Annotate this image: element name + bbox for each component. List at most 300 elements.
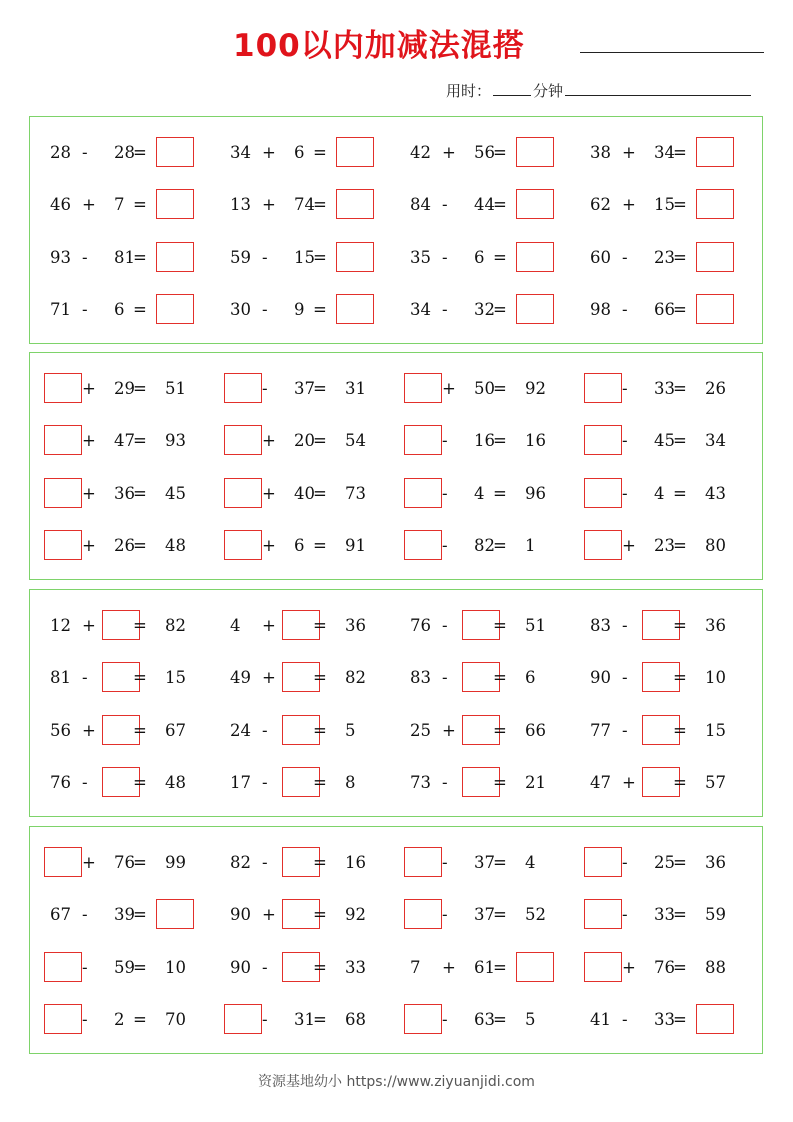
minus-sign: - (262, 248, 268, 267)
number: 33 (654, 905, 675, 924)
equals-sign: = (493, 143, 507, 162)
number: 59 (114, 958, 135, 977)
answer-box[interactable] (516, 242, 554, 272)
answer-box[interactable] (516, 294, 554, 324)
footer-text: 资源基地幼小 https://www.ziyuanjidi.com (258, 1074, 535, 1090)
number: 17 (230, 773, 251, 792)
number: 16 (474, 431, 495, 450)
number: 35 (410, 248, 431, 267)
equals-sign: = (133, 431, 147, 450)
minus-sign: - (622, 300, 628, 319)
number: 34 (654, 143, 675, 162)
number: 47 (114, 431, 135, 450)
answer-box[interactable] (336, 294, 374, 324)
equals-sign: = (493, 773, 507, 792)
answer-box[interactable] (696, 137, 734, 167)
answer-box[interactable] (584, 425, 622, 455)
equals-sign: = (313, 379, 327, 398)
minus-sign: - (262, 773, 268, 792)
number: 2 (114, 1010, 125, 1029)
minus-sign: - (442, 773, 448, 792)
number: 6 (525, 668, 536, 687)
number: 7 (114, 195, 125, 214)
number: 82 (474, 536, 495, 555)
number: 67 (50, 905, 71, 924)
minus-sign: - (262, 1010, 268, 1029)
equals-sign: = (673, 958, 687, 977)
equals-sign: = (493, 616, 507, 635)
number: 81 (50, 668, 71, 687)
minus-sign: - (82, 300, 88, 319)
answer-box[interactable] (584, 952, 622, 982)
answer-box[interactable] (696, 189, 734, 219)
plus-sign: + (82, 379, 96, 398)
number: 68 (345, 1010, 366, 1029)
minus-sign: - (82, 958, 88, 977)
equals-sign: = (673, 721, 687, 740)
number: 43 (705, 484, 726, 503)
number: 15 (705, 721, 726, 740)
time-line (565, 95, 751, 96)
number: 82 (165, 616, 186, 635)
equals-sign: = (133, 721, 147, 740)
equals-sign: = (493, 958, 507, 977)
number: 54 (345, 431, 366, 450)
number: 34 (705, 431, 726, 450)
answer-box[interactable] (584, 530, 622, 560)
number: 28 (50, 143, 71, 162)
minus-sign: - (622, 616, 628, 635)
equals-sign: = (133, 616, 147, 635)
number: 39 (114, 905, 135, 924)
number: 73 (410, 773, 431, 792)
equals-sign: = (133, 379, 147, 398)
answer-box[interactable] (516, 952, 554, 982)
time-unit: 分钟 (533, 82, 564, 100)
equals-sign: = (133, 773, 147, 792)
minus-sign: - (262, 721, 268, 740)
name-line (580, 52, 764, 53)
problem-section-3 (29, 589, 763, 817)
plus-sign: + (262, 195, 276, 214)
answer-box[interactable] (584, 478, 622, 508)
number: 93 (50, 248, 71, 267)
number: 77 (590, 721, 611, 740)
minus-sign: - (442, 248, 448, 267)
equals-sign: = (493, 379, 507, 398)
answer-box[interactable] (404, 425, 442, 455)
number: 59 (230, 248, 251, 267)
minus-sign: - (442, 484, 448, 503)
answer-box[interactable] (696, 1004, 734, 1034)
equals-sign: = (493, 484, 507, 503)
number: 91 (345, 536, 366, 555)
number: 76 (654, 958, 675, 977)
number: 4 (230, 616, 241, 635)
number: 45 (654, 431, 675, 450)
equals-sign: = (313, 195, 327, 214)
number: 48 (165, 536, 186, 555)
equals-sign: = (313, 484, 327, 503)
minus-sign: - (442, 431, 448, 450)
plus-sign: + (82, 536, 96, 555)
number: 66 (525, 721, 546, 740)
answer-box[interactable] (404, 899, 442, 929)
answer-box[interactable] (696, 242, 734, 272)
number: 36 (705, 853, 726, 872)
answer-box[interactable] (584, 899, 622, 929)
equals-sign: = (133, 1010, 147, 1029)
number: 23 (654, 536, 675, 555)
minus-sign: - (622, 484, 628, 503)
answer-box[interactable] (224, 478, 262, 508)
minus-sign: - (442, 905, 448, 924)
equals-sign: = (493, 721, 507, 740)
number: 99 (165, 853, 186, 872)
answer-box[interactable] (224, 1004, 262, 1034)
answer-box[interactable] (336, 137, 374, 167)
minus-sign: - (442, 536, 448, 555)
number: 6 (294, 143, 305, 162)
minus-sign: - (622, 668, 628, 687)
equals-sign: = (133, 484, 147, 503)
answer-box[interactable] (404, 847, 442, 877)
number: 24 (230, 721, 251, 740)
plus-sign: + (442, 721, 456, 740)
answer-box[interactable] (584, 373, 622, 403)
equals-sign: = (493, 300, 507, 319)
number: 23 (654, 248, 675, 267)
number: 13 (230, 195, 251, 214)
equals-sign: = (313, 248, 327, 267)
answer-box[interactable] (156, 137, 194, 167)
plus-sign: + (82, 195, 96, 214)
number: 62 (590, 195, 611, 214)
number: 46 (50, 195, 71, 214)
number: 73 (345, 484, 366, 503)
number: 1 (525, 536, 536, 555)
number: 28 (114, 143, 135, 162)
number: 96 (525, 484, 546, 503)
equals-sign: = (673, 536, 687, 555)
number: 44 (474, 195, 495, 214)
number: 40 (294, 484, 315, 503)
time-label: 用时： (446, 82, 492, 100)
number: 5 (345, 721, 356, 740)
number: 98 (590, 300, 611, 319)
answer-box[interactable] (224, 373, 262, 403)
problem-section-4 (29, 826, 763, 1054)
minus-sign: - (262, 300, 268, 319)
answer-box[interactable] (696, 294, 734, 324)
number: 61 (474, 958, 495, 977)
number: 15 (294, 248, 315, 267)
minus-sign: - (442, 668, 448, 687)
number: 63 (474, 1010, 495, 1029)
answer-box[interactable] (44, 1004, 82, 1034)
plus-sign: + (442, 379, 456, 398)
equals-sign: = (313, 143, 327, 162)
equals-sign: = (673, 1010, 687, 1029)
number: 57 (705, 773, 726, 792)
number: 41 (590, 1010, 611, 1029)
answer-box[interactable] (224, 530, 262, 560)
number: 36 (345, 616, 366, 635)
answer-box[interactable] (224, 425, 262, 455)
number: 10 (165, 958, 186, 977)
equals-sign: = (493, 248, 507, 267)
minus-sign: - (622, 379, 628, 398)
number: 16 (525, 431, 546, 450)
number: 4 (474, 484, 485, 503)
equals-sign: = (313, 536, 327, 555)
equals-sign: = (313, 905, 327, 924)
number: 6 (294, 536, 305, 555)
equals-sign: = (673, 616, 687, 635)
number: 59 (705, 905, 726, 924)
minus-sign: - (622, 853, 628, 872)
number: 49 (230, 668, 251, 687)
number: 25 (410, 721, 431, 740)
problem-section-1 (29, 116, 763, 344)
number: 56 (50, 721, 71, 740)
equals-sign: = (313, 300, 327, 319)
equals-sign: = (493, 1010, 507, 1029)
number: 82 (230, 853, 251, 872)
equals-sign: = (673, 773, 687, 792)
plus-sign: + (82, 721, 96, 740)
number: 71 (50, 300, 71, 319)
answer-box[interactable] (44, 373, 82, 403)
equals-sign: = (133, 905, 147, 924)
number: 38 (590, 143, 611, 162)
equals-sign: = (673, 484, 687, 503)
plus-sign: + (622, 143, 636, 162)
equals-sign: = (673, 195, 687, 214)
number: 33 (654, 379, 675, 398)
number: 80 (705, 536, 726, 555)
answer-box[interactable] (516, 137, 554, 167)
number: 84 (410, 195, 431, 214)
number: 7 (410, 958, 421, 977)
answer-box[interactable] (336, 189, 374, 219)
number: 93 (165, 431, 186, 450)
minus-sign: - (622, 248, 628, 267)
number: 50 (474, 379, 495, 398)
equals-sign: = (673, 143, 687, 162)
number: 4 (525, 853, 536, 872)
minus-sign: - (442, 616, 448, 635)
number: 51 (525, 616, 546, 635)
number: 15 (165, 668, 186, 687)
number: 31 (345, 379, 366, 398)
equals-sign: = (313, 1010, 327, 1029)
number: 37 (294, 379, 315, 398)
number: 67 (165, 721, 186, 740)
minus-sign: - (442, 853, 448, 872)
equals-sign: = (313, 853, 327, 872)
answer-box[interactable] (156, 294, 194, 324)
plus-sign: + (82, 616, 96, 635)
number: 92 (345, 905, 366, 924)
minus-sign: - (622, 721, 628, 740)
number: 21 (525, 773, 546, 792)
equals-sign: = (133, 853, 147, 872)
equals-sign: = (133, 536, 147, 555)
equals-sign: = (133, 248, 147, 267)
time-row (446, 80, 751, 101)
number: 33 (654, 1010, 675, 1029)
number: 51 (165, 379, 186, 398)
minus-sign: - (622, 1010, 628, 1029)
number: 36 (705, 616, 726, 635)
number: 74 (294, 195, 315, 214)
equals-sign: = (133, 668, 147, 687)
number: 56 (474, 143, 495, 162)
number: 52 (525, 905, 546, 924)
equals-sign: = (673, 300, 687, 319)
answer-box[interactable] (156, 242, 194, 272)
number: 10 (705, 668, 726, 687)
number: 20 (294, 431, 315, 450)
plus-sign: + (262, 484, 276, 503)
number: 30 (230, 300, 251, 319)
number: 37 (474, 905, 495, 924)
number: 76 (114, 853, 135, 872)
plus-sign: + (262, 616, 276, 635)
answer-box[interactable] (156, 899, 194, 929)
number: 90 (230, 905, 251, 924)
equals-sign: = (133, 300, 147, 319)
number: 34 (410, 300, 431, 319)
number: 92 (525, 379, 546, 398)
equals-sign: = (673, 905, 687, 924)
answer-box[interactable] (404, 530, 442, 560)
equals-sign: = (673, 668, 687, 687)
minus-sign: - (82, 668, 88, 687)
answer-box[interactable] (44, 478, 82, 508)
answer-box[interactable] (404, 373, 442, 403)
answer-box[interactable] (516, 189, 554, 219)
equals-sign: = (313, 431, 327, 450)
minus-sign: - (442, 195, 448, 214)
equals-sign: = (673, 248, 687, 267)
answer-box[interactable] (584, 847, 622, 877)
plus-sign: + (82, 431, 96, 450)
number: 90 (590, 668, 611, 687)
number: 37 (474, 853, 495, 872)
number: 6 (114, 300, 125, 319)
plus-sign: + (82, 484, 96, 503)
number: 76 (410, 616, 431, 635)
number: 8 (345, 773, 356, 792)
plus-sign: + (622, 958, 636, 977)
plus-sign: + (622, 773, 636, 792)
minus-sign: - (82, 905, 88, 924)
equals-sign: = (313, 616, 327, 635)
number: 45 (165, 484, 186, 503)
problem-section-2 (29, 352, 763, 580)
number: 88 (705, 958, 726, 977)
number: 9 (294, 300, 305, 319)
minus-sign: - (82, 773, 88, 792)
equals-sign: = (313, 721, 327, 740)
answer-box[interactable] (44, 847, 82, 877)
minus-sign: - (82, 1010, 88, 1029)
number: 12 (50, 616, 71, 635)
number: 60 (590, 248, 611, 267)
equals-sign: = (673, 853, 687, 872)
minus-sign: - (622, 431, 628, 450)
plus-sign: + (442, 143, 456, 162)
equals-sign: = (493, 668, 507, 687)
answer-box[interactable] (404, 1004, 442, 1034)
answer-box[interactable] (336, 242, 374, 272)
number: 5 (525, 1010, 536, 1029)
number: 4 (654, 484, 665, 503)
minus-sign: - (262, 853, 268, 872)
number: 66 (654, 300, 675, 319)
number: 83 (410, 668, 431, 687)
number: 34 (230, 143, 251, 162)
minus-sign: - (82, 248, 88, 267)
number: 83 (590, 616, 611, 635)
equals-sign: = (133, 143, 147, 162)
equals-sign: = (313, 958, 327, 977)
equals-sign: = (313, 668, 327, 687)
answer-box[interactable] (404, 478, 442, 508)
equals-sign: = (493, 195, 507, 214)
time-blank (493, 95, 531, 96)
number: 15 (654, 195, 675, 214)
number: 82 (345, 668, 366, 687)
plus-sign: + (262, 905, 276, 924)
answer-box[interactable] (156, 189, 194, 219)
number: 29 (114, 379, 135, 398)
minus-sign: - (442, 1010, 448, 1029)
equals-sign: = (133, 958, 147, 977)
plus-sign: + (262, 143, 276, 162)
number: 33 (345, 958, 366, 977)
plus-sign: + (622, 195, 636, 214)
minus-sign: - (442, 300, 448, 319)
equals-sign: = (313, 773, 327, 792)
number: 26 (705, 379, 726, 398)
number: 25 (654, 853, 675, 872)
answer-box[interactable] (44, 952, 82, 982)
plus-sign: + (262, 536, 276, 555)
number: 90 (230, 958, 251, 977)
number: 70 (165, 1010, 186, 1029)
plus-sign: + (82, 853, 96, 872)
number: 36 (114, 484, 135, 503)
number: 16 (345, 853, 366, 872)
equals-sign: = (493, 536, 507, 555)
number: 76 (50, 773, 71, 792)
number: 47 (590, 773, 611, 792)
plus-sign: + (262, 431, 276, 450)
answer-box[interactable] (44, 530, 82, 560)
number: 42 (410, 143, 431, 162)
minus-sign: - (82, 143, 88, 162)
plus-sign: + (622, 536, 636, 555)
equals-sign: = (493, 853, 507, 872)
number: 32 (474, 300, 495, 319)
equals-sign: = (493, 431, 507, 450)
number: 48 (165, 773, 186, 792)
answer-box[interactable] (44, 425, 82, 455)
number: 31 (294, 1010, 315, 1029)
